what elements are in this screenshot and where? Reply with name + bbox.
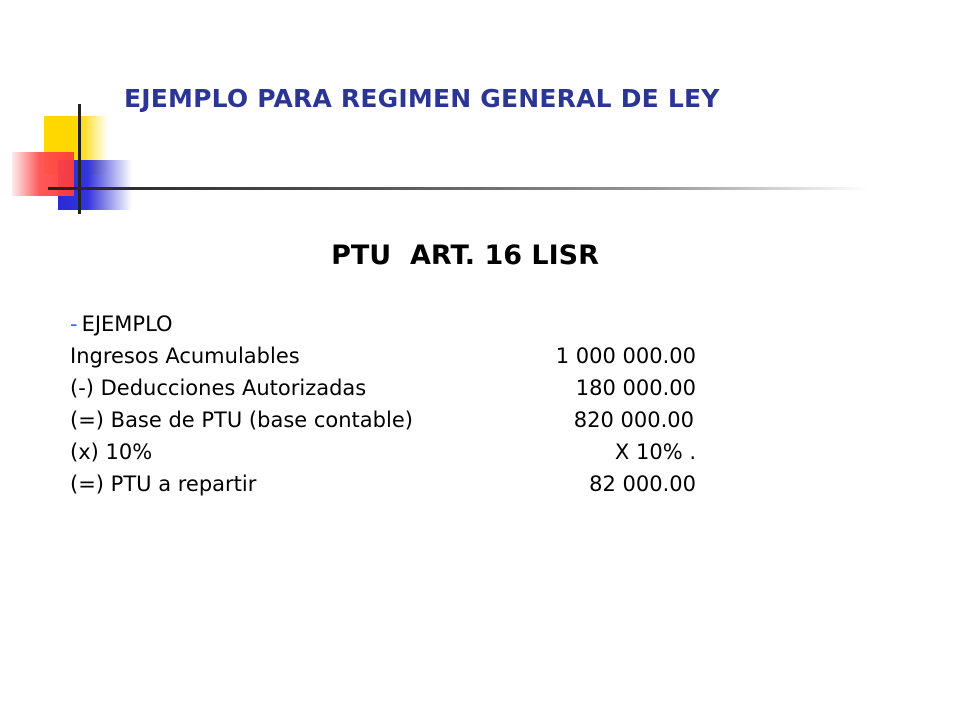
- row-value: 180 000.00: [575, 376, 696, 400]
- row-ptu-repartir: [70, 468, 696, 500]
- logo-vertical-line: [78, 104, 81, 214]
- example-content: [70, 308, 696, 500]
- row-label: Ingresos Acumulables: [70, 344, 300, 368]
- row-value: 1 000 000.00: [555, 344, 696, 368]
- row-label: (=) Base de PTU (base contable): [70, 408, 413, 432]
- bullet-marker: -: [70, 312, 78, 336]
- row-value: 82 000.00: [589, 472, 696, 496]
- row-label: (=) PTU a repartir: [70, 472, 257, 496]
- row-value: X 10% .: [614, 440, 696, 464]
- slide-title: EJEMPLO PARA REGIMEN GENERAL DE LEY: [124, 84, 720, 113]
- slide-subtitle: PTU ART. 16 LISR: [331, 240, 599, 271]
- row-deducciones: [70, 372, 696, 404]
- row-ingresos: [70, 340, 696, 372]
- bullet-label: EJEMPLO: [81, 312, 173, 336]
- bullet-item: [70, 308, 696, 340]
- row-porcentaje: [70, 436, 696, 468]
- row-base-ptu: [70, 404, 696, 436]
- row-value: 820 000.00: [573, 408, 694, 432]
- row-label: (-) Deducciones Autorizadas: [70, 376, 367, 400]
- row-label: (x) 10%: [70, 440, 153, 464]
- title-underline: [48, 187, 868, 190]
